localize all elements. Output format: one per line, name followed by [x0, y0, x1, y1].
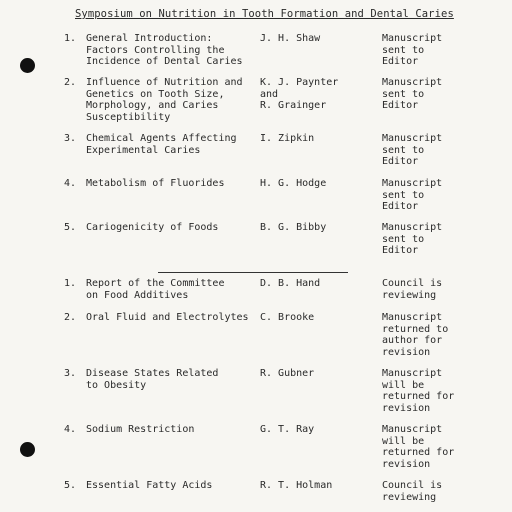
- item-topic: Influence of Nutrition and Genetics on Tooth Size, Morphology, and Caries Susceptibility: [86, 77, 243, 123]
- item-author: I. Zipkin: [260, 133, 315, 144]
- item-status: Manuscript sent to Editor: [382, 33, 443, 67]
- item-topic: Sodium Restriction: [86, 424, 195, 435]
- item-status: Manuscript returned to author for revision: [382, 312, 449, 358]
- item-author: C. Brooke: [260, 312, 315, 323]
- item-author: H. G. Hodge: [260, 178, 327, 189]
- item-topic: Essential Fatty Acids: [86, 480, 213, 491]
- item-author: B. G. Bibby: [260, 222, 327, 233]
- item-topic: Report of the Committee on Food Additives: [86, 278, 225, 301]
- document-title: Symposium on Nutrition in Tooth Formation and Dental Caries: [75, 8, 454, 20]
- item-status: Manuscript sent to Editor: [382, 133, 443, 167]
- item-status: Manuscript will be returned for revision: [382, 424, 455, 470]
- item-number: 1.: [63, 278, 76, 289]
- item-number: 4.: [63, 178, 76, 189]
- item-number: 2.: [63, 77, 76, 88]
- item-number: 5.: [63, 222, 76, 233]
- item-status: Manuscript sent to Editor: [382, 178, 443, 212]
- item-author: R. Gubner: [260, 368, 315, 379]
- item-topic: Metabolism of Fluorides: [86, 178, 225, 189]
- item-number: 1.: [63, 33, 76, 44]
- item-topic: Chemical Agents Affecting Experimental Caries: [86, 133, 237, 156]
- item-number: 2.: [63, 312, 76, 323]
- item-number: 3.: [63, 133, 76, 144]
- item-number: 3.: [63, 368, 76, 379]
- item-status: Manuscript sent to Editor: [382, 77, 443, 111]
- punch-hole-bottom: [20, 442, 35, 457]
- item-topic: Disease States Related to Obesity: [86, 368, 219, 391]
- item-status: Council is reviewing: [382, 480, 443, 503]
- item-author: J. H. Shaw: [260, 33, 321, 44]
- item-number: 5.: [63, 480, 76, 491]
- item-author: G. T. Ray: [260, 424, 315, 435]
- item-author: K. J. Paynter and R. Grainger: [260, 77, 339, 111]
- item-topic: General Introduction: Factors Controlling the Incidence of Dental Caries: [86, 33, 243, 67]
- punch-hole-top: [20, 58, 35, 73]
- item-status: Council is reviewing: [382, 278, 443, 301]
- item-status: Manuscript will be returned for revision: [382, 368, 455, 414]
- item-author: D. B. Hand: [260, 278, 321, 289]
- item-author: R. T. Holman: [260, 480, 333, 491]
- item-number: 4.: [63, 424, 76, 435]
- item-status: Manuscript sent to Editor: [382, 222, 443, 256]
- section-divider: [158, 272, 348, 273]
- item-topic: Cariogenicity of Foods: [86, 222, 219, 233]
- item-topic: Oral Fluid and Electrolytes: [86, 312, 249, 323]
